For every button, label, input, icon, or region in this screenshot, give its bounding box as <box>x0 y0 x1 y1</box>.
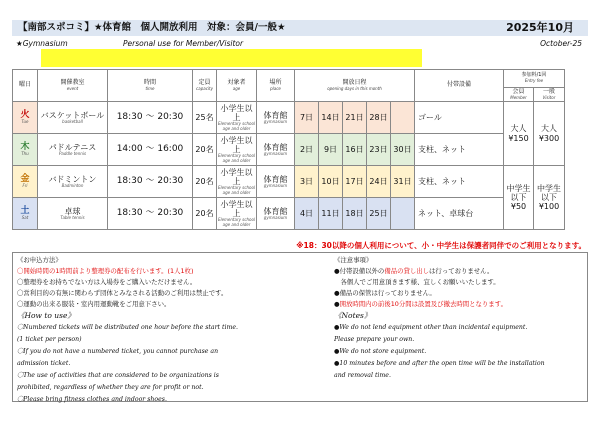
equipment-cell: 支柱、ネット <box>415 134 504 166</box>
day-cell: 木 Thu <box>13 134 38 166</box>
place-cell: 体育館 gymnasium <box>257 134 295 166</box>
event-cell: パドルテニス Paddle tennis <box>38 134 108 166</box>
header-dates: 開放日程 opening days in this month <box>295 70 415 102</box>
day-cell: 土 Sat <box>13 198 38 230</box>
note-line: 〇運動の出来る服装・室内用運動靴をご用意下さい。 <box>17 300 171 308</box>
note-line-en: (1 ticket per person) <box>17 336 82 343</box>
notes-section <box>334 255 584 382</box>
header-age: 対象者 age <box>217 70 257 102</box>
title-bar <box>12 20 588 36</box>
table-row <box>13 134 565 166</box>
event-cell: バスケットボール basketball <box>38 102 108 134</box>
guardian-notice: ※18：30以降の個人利用について、小・中学生は保護者同伴でのご利用となります。 <box>296 241 586 250</box>
capacity-cell: 20名 <box>193 166 217 198</box>
day-cell: 金 Fri <box>13 166 38 198</box>
schedule-table <box>12 69 565 230</box>
header-visitor: 一般 Visitor <box>534 88 565 102</box>
day-cell: 火 Tue <box>13 102 38 134</box>
section-title: 《お申込方法》 <box>17 256 62 264</box>
highlight-bar <box>41 49 422 67</box>
time-cell: 18:30 ～ 20:30 <box>108 166 193 198</box>
age-cell: 小学生以上 Elementary school age and older <box>217 166 257 198</box>
date-cell <box>391 198 415 230</box>
note-highlight: 備品の貸し出し <box>384 267 430 275</box>
age-cell: 小学生以上 Elementary school age and older <box>217 134 257 166</box>
note-line-en: and removal time. <box>334 372 391 379</box>
subtitle-month: October-25 <box>540 39 582 48</box>
capacity-cell: 20名 <box>193 134 217 166</box>
equipment-cell: 支柱、ネット <box>415 166 504 198</box>
date-cell: 28日 <box>367 102 391 134</box>
date-cell: 3日 <box>295 166 319 198</box>
how-to-apply-section <box>17 255 299 406</box>
note-line: 〇整理券をお持ちでない方は入場券をご購入いただけません。 <box>17 278 197 286</box>
date-cell: 2日 <box>295 134 319 166</box>
header-place: 場所 place <box>257 70 295 102</box>
date-cell: 21日 <box>343 102 367 134</box>
note-line: ●備品の保管は行っておりません。 <box>334 289 436 297</box>
header-member: 会員 Member <box>504 88 534 102</box>
date-cell: 17日 <box>343 166 367 198</box>
section-title-en: 《How to use》 <box>17 311 75 320</box>
note-line: 〇開始時間の1時間前より整理券の配布を行います。(1人1枚) <box>17 267 194 275</box>
time-cell: 14:00 ～ 16:00 <box>108 134 193 166</box>
header-event: 開催教室 event <box>38 70 108 102</box>
place-cell: 体育館 gymnasium <box>257 102 295 134</box>
visitor-adult-fee: 大人 ¥300 <box>534 102 565 166</box>
month-label: 2025年10月 <box>506 21 574 34</box>
date-cell: 16日 <box>343 134 367 166</box>
note-highlight: 開放時間内の前後10分間は設置及び撤去時間となります。 <box>339 300 507 308</box>
schedule-page <box>12 20 588 404</box>
note-line-en: 〇Please bring fitness clothes and indoor shoes. <box>17 396 167 403</box>
header-fee: 参加料/1回 Entry fee <box>504 70 565 88</box>
table-row <box>13 166 565 198</box>
member-adult-fee: 大人 ¥150 <box>504 102 534 166</box>
date-cell: 23日 <box>367 134 391 166</box>
note-line: 各個人でご用意頂きます様、宜しくお願いいたします。 <box>334 278 500 286</box>
note-line-en: Please prepare your own. <box>334 336 415 343</box>
table-row <box>13 102 565 134</box>
visitor-child-fee: 中学生以下 ¥100 <box>534 166 565 230</box>
english-subtitle <box>16 38 588 49</box>
page-title: 【南部スポコミ】★体育館 個人開放利用 対象：会員/一般★ <box>18 22 286 33</box>
capacity-cell: 20名 <box>193 198 217 230</box>
header-capacity: 定員 capacity <box>193 70 217 102</box>
event-cell: 卓球 Table tennis <box>38 198 108 230</box>
note-line: 〇営利目的の有無に関わらず団体とみなされる活動のご利用は禁止です。 <box>17 289 228 297</box>
event-cell: バドミントン Badminton <box>38 166 108 198</box>
note-line-en: 〇Numbered tickets will be distributed one hour before the start time. <box>17 324 238 331</box>
place-cell: 体育館 gymnasium <box>257 198 295 230</box>
member-child-fee: 中学生以下 ¥50 <box>504 166 534 230</box>
time-cell: 18:30 ～ 20:30 <box>108 198 193 230</box>
section-title-en: 《Notes》 <box>334 311 372 320</box>
date-cell: 18日 <box>343 198 367 230</box>
date-cell: 9日 <box>319 134 343 166</box>
subtitle-personal-use: Personal use for Member/Visitor <box>123 39 244 48</box>
capacity-cell: 25名 <box>193 102 217 134</box>
date-cell: 25日 <box>367 198 391 230</box>
note-line: ●付帯設備以外の備品の貸し出しは行っておりません。 <box>334 267 494 275</box>
notes-box <box>12 252 588 402</box>
table-row <box>13 198 565 230</box>
section-title: 《注意事項》 <box>334 256 373 264</box>
subtitle-gymnasium: ★Gymnasium <box>16 39 68 48</box>
date-cell: 14日 <box>319 102 343 134</box>
age-cell: 小学生以上 Elementary school age and older <box>217 102 257 134</box>
date-cell: 24日 <box>367 166 391 198</box>
note-line-en: prohibited, regardless of whether they are for profit or not. <box>17 384 204 391</box>
note-line-en: ●We do not lend equipment other than incidental equipment. <box>334 324 528 331</box>
place-cell: 体育館 gymnasium <box>257 166 295 198</box>
header-day: 曜日 <box>13 70 38 102</box>
date-cell: 30日 <box>391 134 415 166</box>
date-cell: 31日 <box>391 166 415 198</box>
date-cell <box>391 102 415 134</box>
note-line-en: ●10 minutes before and after the open time will be the installation <box>334 360 545 367</box>
note-line-en: admission ticket. <box>17 360 71 367</box>
note-line: ●開放時間内の前後10分間は設置及び撤去時間となります。 <box>334 300 507 308</box>
note-line-en: 〇The use of activities that are considered to be organizations is <box>17 372 219 379</box>
date-cell: 10日 <box>319 166 343 198</box>
date-cell: 4日 <box>295 198 319 230</box>
date-cell: 11日 <box>319 198 343 230</box>
note-line-en: 〇If you do not have a numbered ticket, you cannot purchase an <box>17 348 219 355</box>
time-cell: 18:30 ～ 20:30 <box>108 102 193 134</box>
header-equipment: 付帯設備 <box>415 70 504 102</box>
equipment-cell: ネット、卓球台 <box>415 198 504 230</box>
equipment-cell: ゴール <box>415 102 504 134</box>
date-cell: 7日 <box>295 102 319 134</box>
note-line-en: ●We do not store equipment. <box>334 348 427 355</box>
header-time: 時間 time <box>108 70 193 102</box>
age-cell: 小学生以上 Elementary school age and older <box>217 198 257 230</box>
